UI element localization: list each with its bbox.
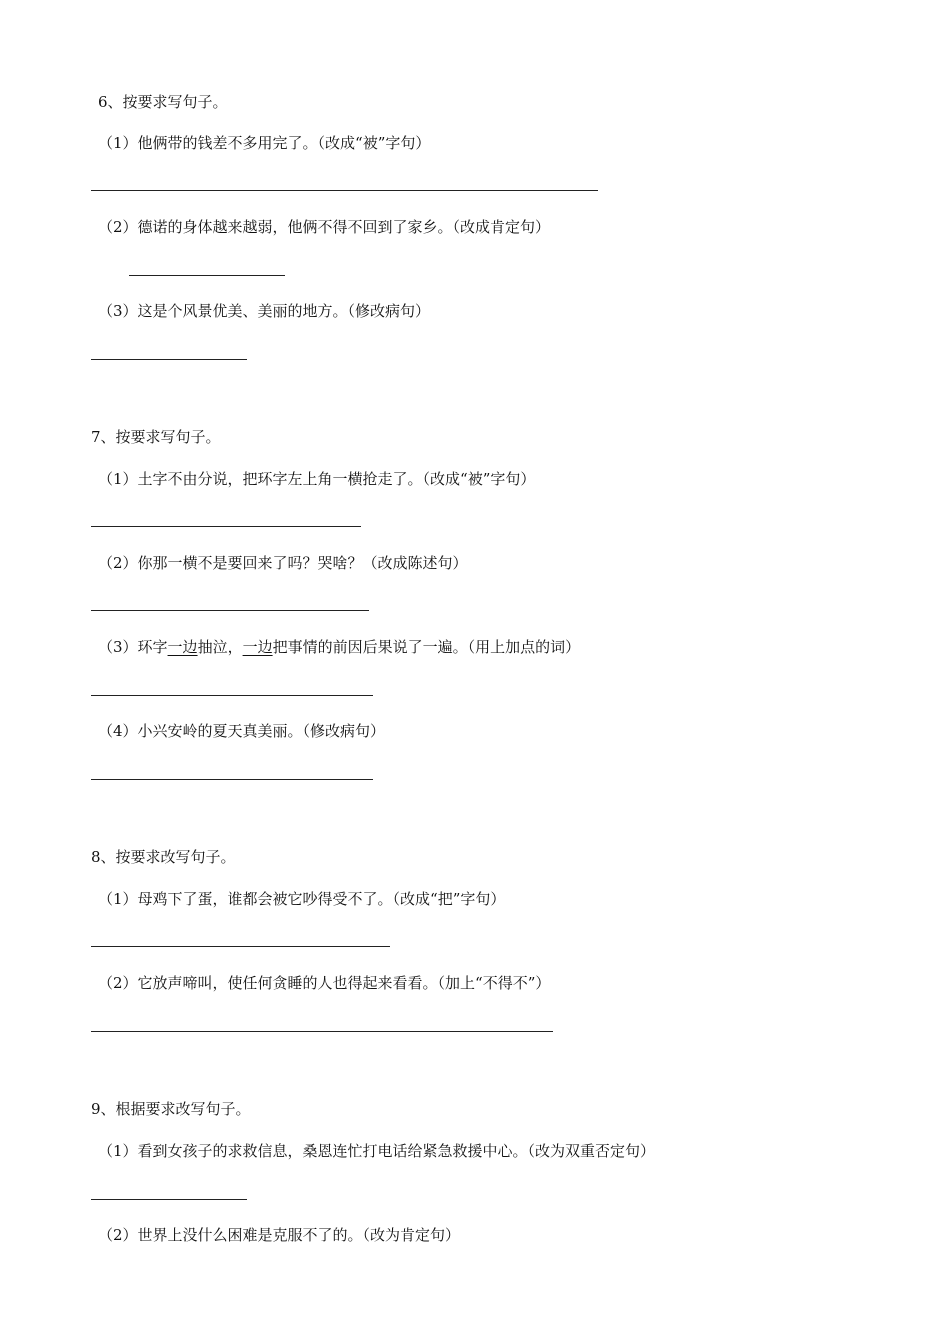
- q9-item-2: （2）世界上没什么困难是克服不了的。（改为肯定句）: [98, 1226, 461, 1244]
- q7-item-2: （2）你那一横不是要回来了吗？哭啥？（改成陈述句）: [98, 554, 468, 572]
- q7-title: 7、按要求写句子。: [91, 428, 221, 446]
- q6-answer-line-1[interactable]: [91, 190, 598, 191]
- q7-item-4: （4）小兴安岭的夏天真美丽。（修改病句）: [98, 722, 386, 740]
- q6-item-2: （2）德诺的身体越来越弱，他俩不得不回到了家乡。（改成肯定句）: [98, 218, 551, 236]
- q7-answer-line-4[interactable]: [91, 779, 373, 780]
- q6-title: 6、按要求写句子。: [98, 93, 228, 111]
- q8-answer-line-1[interactable]: [91, 946, 390, 947]
- underlined-word-yibian-2: 一边: [242, 638, 273, 656]
- q6-item-3: （3）这是个风景优美、美丽的地方。（修改病句）: [98, 302, 431, 320]
- q7-item-3: （3）环字一边抽泣，一边把事情的前因后果说了一遍。（用上加点的词）: [98, 638, 581, 656]
- q6-answer-line-2[interactable]: [129, 275, 285, 276]
- q8-item-1: （1）母鸡下了蛋，谁都会被它吵得受不了。（改成“把”字句）: [98, 890, 506, 908]
- q6-answer-line-3[interactable]: [91, 359, 247, 360]
- q9-title: 9、根据要求改写句子。: [91, 1100, 251, 1118]
- q7-answer-line-3[interactable]: [91, 695, 373, 696]
- q7-answer-line-1[interactable]: [91, 526, 361, 527]
- q7-item-1: （1）土字不由分说，把环字左上角一横抢走了。（改成“被”字句）: [98, 470, 536, 488]
- q8-item-2: （2）它放声啼叫，使任何贪睡的人也得起来看看。（加上“不得不”）: [98, 974, 551, 992]
- q6-item-1: （1）他俩带的钱差不多用完了。（改成“被”字句）: [98, 134, 431, 152]
- q9-item-1: （1）看到女孩子的求救信息，桑恩连忙打电话给紧急救援中心。（改为双重否定句）: [98, 1142, 656, 1160]
- q8-title: 8、按要求改写句子。: [91, 848, 236, 866]
- q8-answer-line-2[interactable]: [91, 1031, 553, 1032]
- q7-answer-line-2[interactable]: [91, 610, 369, 611]
- underlined-word-yibian-1: 一边: [167, 638, 198, 656]
- q9-answer-line-1[interactable]: [91, 1199, 247, 1200]
